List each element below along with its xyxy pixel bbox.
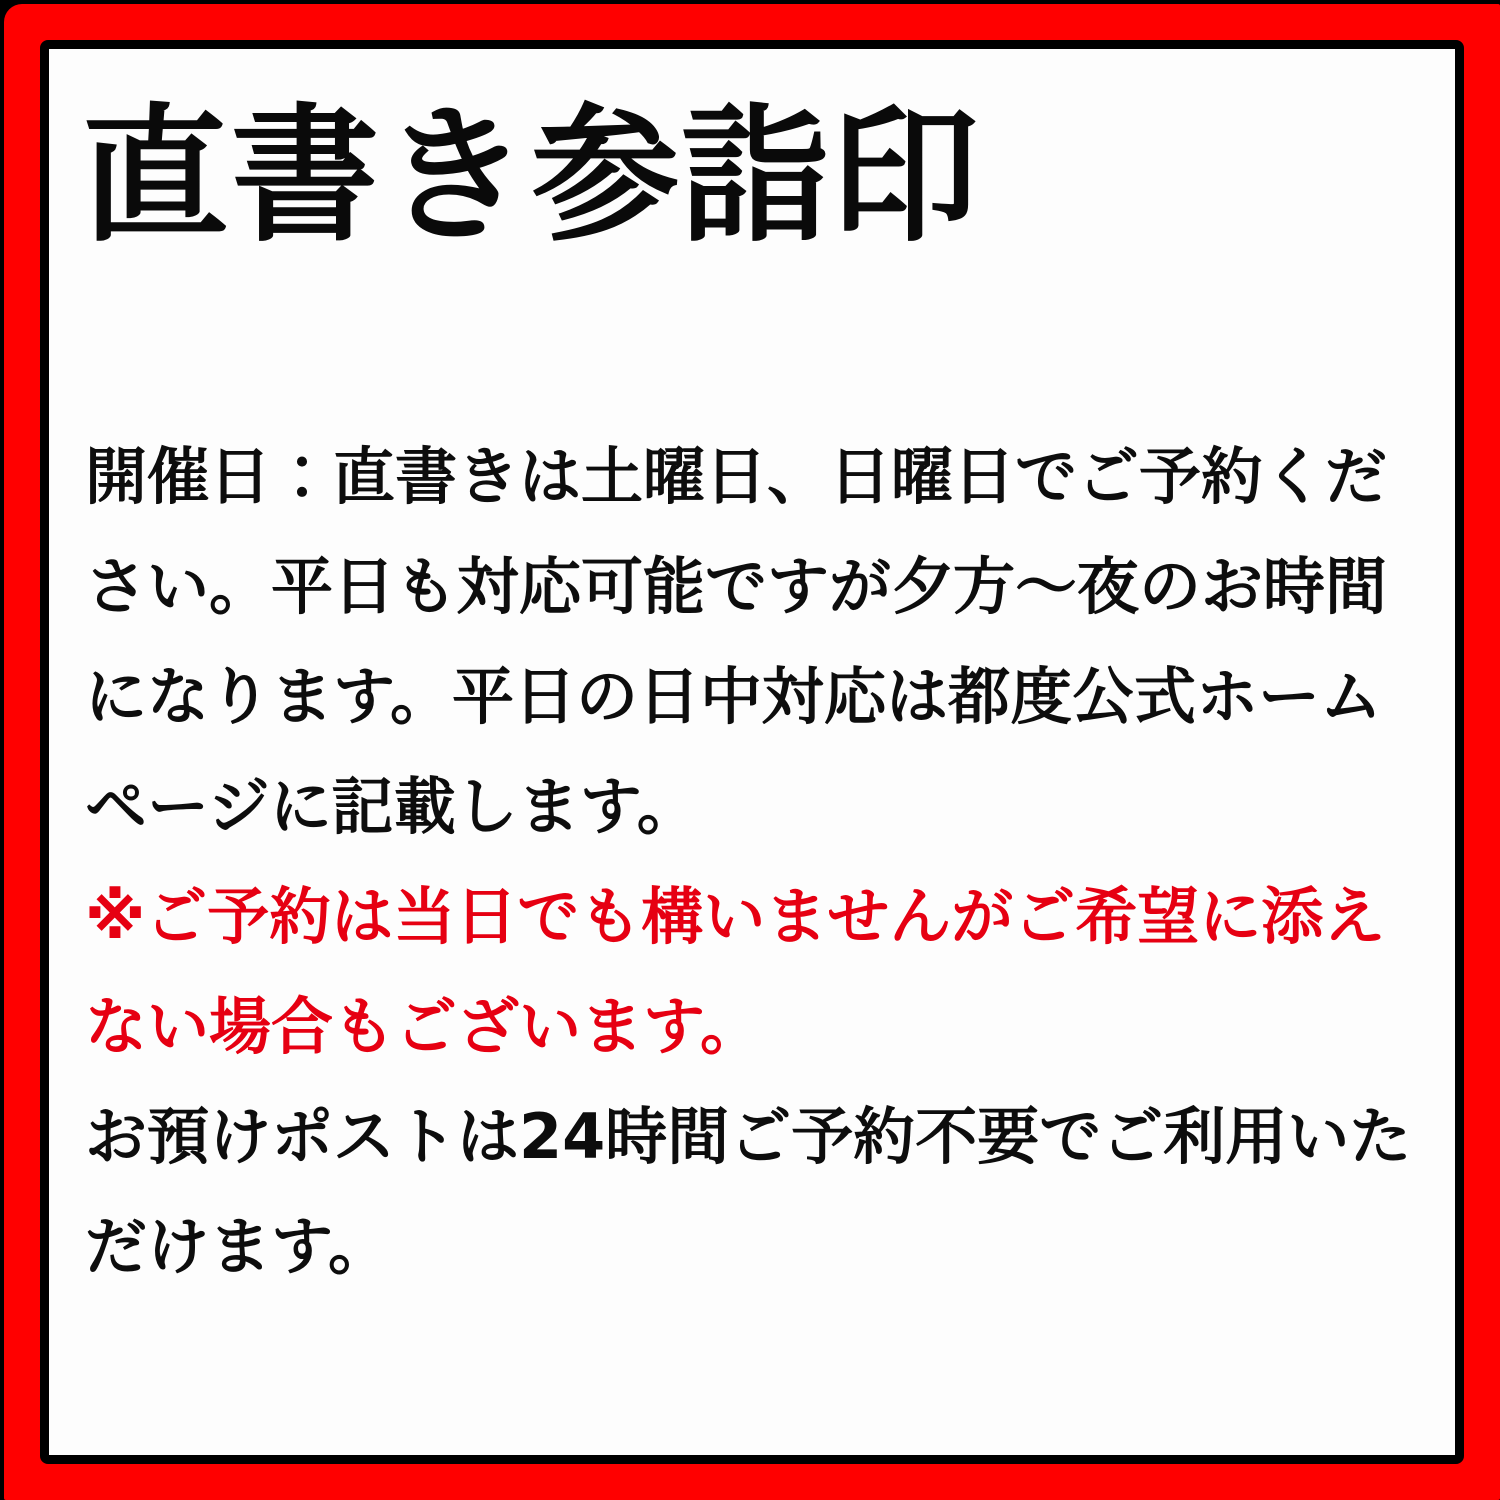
deposit-paragraph: お預けポストは24時間ご予約不要でご利用いただけます。 xyxy=(85,1100,1412,1284)
schedule-paragraph: 開催日：直書きは土曜日、日曜日でご予約ください。平日も対応可能ですが夕方〜夜のお時間になります。平日の日中対応は都度公式ホームページに記載します。 xyxy=(85,440,1388,844)
poster-frame xyxy=(4,4,1500,1500)
notice-panel xyxy=(40,40,1464,1464)
notice-body xyxy=(77,422,1438,1302)
page-title: 直書き参詣印 xyxy=(81,90,981,262)
warning-paragraph: ※ご予約は当日でも構いませんがご希望に添えない場合もございます。 xyxy=(85,880,1386,1064)
